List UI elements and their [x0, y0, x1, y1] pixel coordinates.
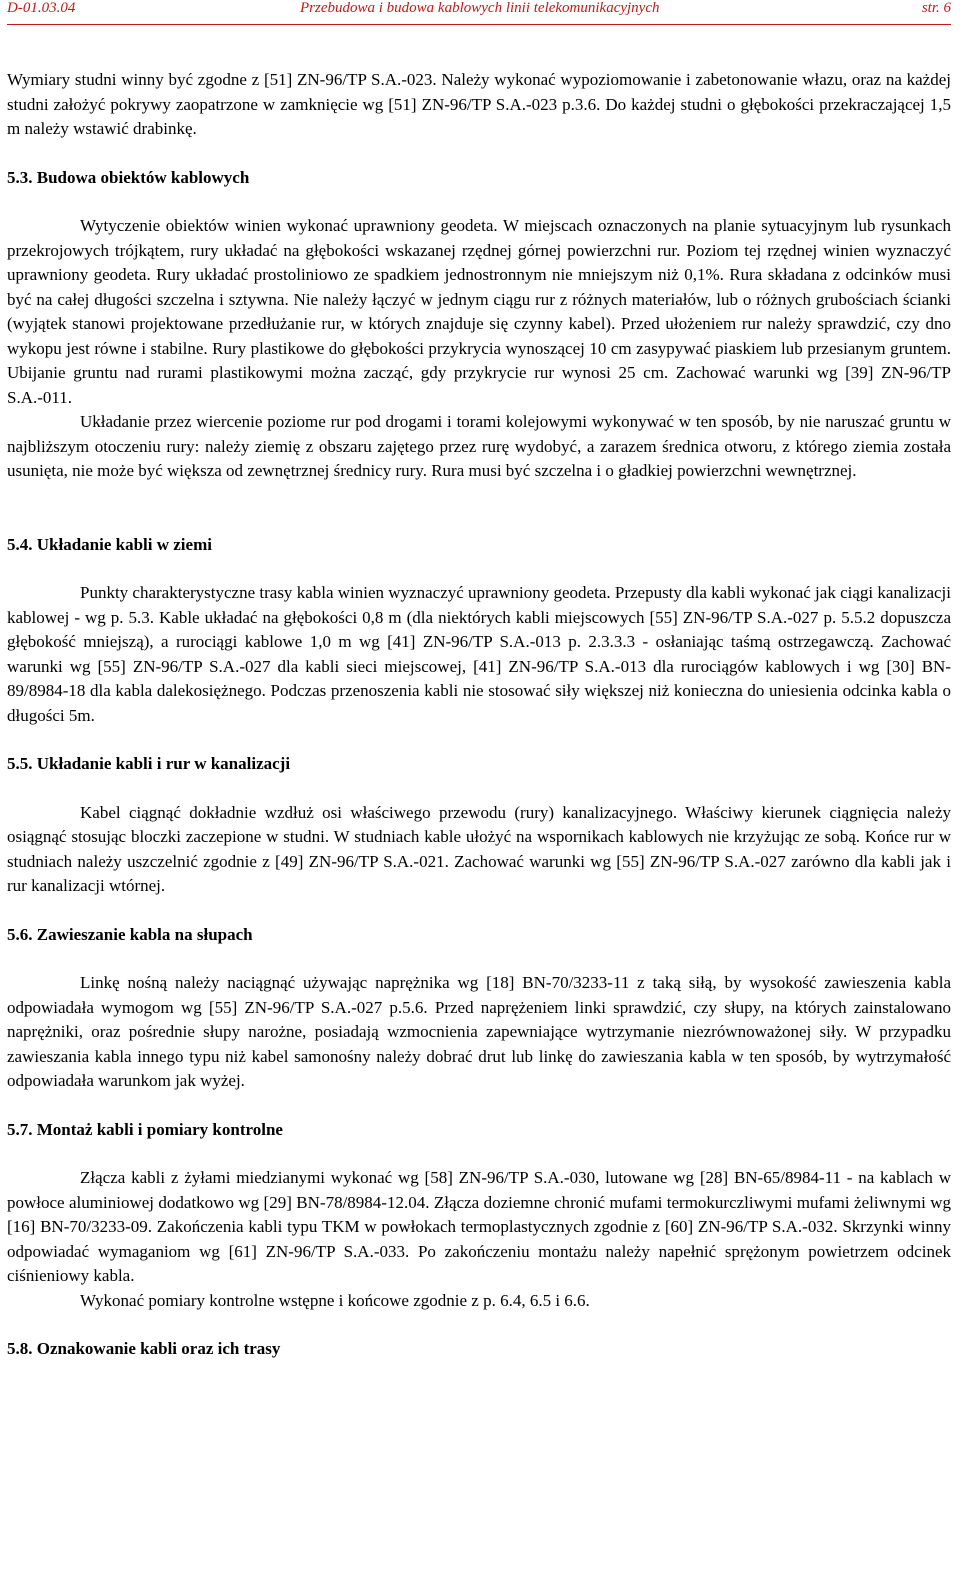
header-divider	[7, 24, 951, 25]
section-5-8-title: 5.8. Oznakowanie kabli oraz ich trasy	[7, 1339, 281, 1358]
section-5-7-title: 5.7. Montaż kabli i pomiary kontrolne	[7, 1119, 283, 1139]
section-5-6-paragraph-1: Linkę nośną należy naciągnąć używając naprężnika wg [18] BN-70/3233-11 z taką siłą, by wysokość zawieszenia kabla odpowiadała wymogom wg [55] ZN-96/TP S.A.-027 p.5.6. Przed naprężeniem linki sprawdzić, czy słupy, na których zainstalowano naprężniki, oraz pośrednie słupy narożne, posiadają wzmocnienia zapewniające wytrzymanie niezrównoważonej siły. W przypadku zawieszania kabla innego typu niż kabel samonośny należy dobrać drut lub linkę do zawieszania kabla w ten sposób, by wytrzymałość odpowiadała warunkom jak wyżej.	[7, 973, 951, 1090]
section-5-7-paragraph-2: Wykonać pomiary kontrolne wstępne i końcowe zgodnie z p. 6.4, 6.5 i 6.6.	[80, 1290, 590, 1310]
document-code: D-01.03.04	[7, 0, 76, 16]
section-5-6-title: 5.6. Zawieszanie kabla na słupach	[7, 924, 253, 944]
section-5-3-paragraph-1: Wytyczenie obiektów winien wykonać uprawniony geodeta. W miejscach oznaczonych na planie sytuacyjnym lub rysunkach przekrojowych trójkątem, rury układać na głębokości wskazanej rzędnej górnej powierzchni rur. Poziom tej rzędnej winien wyznaczyć uprawniony geodeta. Rury układać prostoliniowo ze spadkiem jednostronnym nie mniejszym niż 0,1%. Rura składana z odcinków musi być na całej długości szczelna i sztywna. Nie należy łączyć w jednym ciągu rur z różnych materiałów, lub o różnych grubościach ścianki (wyjątek stanowi projektowane przedłużanie rur, w których znajduje się czynny kabel). Przed ułożeniem rur należy sprawdzić, czy dno wykopu jest równe i stabilne. Rury plastikowe do głębokości przykrycia wynoszącej 10 cm zasypywać piaskiem lub przesianym gruntem. Ubijanie gruntu nad rurami plastikowymi można zacząć, gdy przykrycie rur wynosi 25 cm. Zachować warunki wg [39] ZN-96/TP S.A.-011.	[7, 216, 951, 407]
section-5-4-title: 5.4. Układanie kabli w ziemi	[7, 534, 212, 554]
document-body	[7, 68, 951, 1362]
section-5-5-title: 5.5. Układanie kabli i rur w kanalizacji	[7, 754, 291, 773]
section-5-4-paragraph-1: Punkty charakterystyczne trasy kabla winien wyznaczyć uprawniony geodeta. Przepusty dla kabli wykonać jak ciągi kanalizacji kablowej - wg p. 5.3. Kable układać na głębokości 0,8 m (dla niektórych kabli miejscowych [55] ZN-96/TP S.A.-027 p. 5.5.2 dopuszcza głębokość mniejszą), a rurociągi kablowe 1,0 m wg [41] ZN-96/TP S.A.-013 p. 2.3.3.3 - osłaniając taśmą ostrzegawczą. Zachować warunki wg [55] ZN-96/TP S.A.-027 dla kabli sieci miejscowej, [41] ZN-96/TP S.A.-013 dla rurociągów kablowych i wg [30] BN-89/8984-18 dla kabla dalekosiężnego. Podczas przenoszenia kabli nie stosować siły większej niż konieczna do uniesienia odcinka kabla o długości 5m.	[7, 583, 951, 725]
intro-paragraph: Wymiary studni winny być zgodne z [51] ZN-96/TP S.A.-023. Należy wykonać wypoziomowanie i zabetonowanie włazu, oraz na każdej studni założyć pokrywy zaopatrzone w zamknięcie wg [51] ZN-96/TP S.A.-023 p.3.6. Do każdej studni o głębokości przekraczającej 1,5 m należy wstawić drabinkę.	[7, 70, 951, 138]
page-header	[7, 0, 951, 24]
section-5-3-paragraph-2: Układanie przez wiercenie poziome rur pod drogami i torami kolejowymi wykonywać w ten sposób, by nie naruszać gruntu w najbliższym otoczeniu rury: należy ziemię z obszaru zajętego przez rurę wydobyć, a zarazem średnica otworu, z którego ziemia została usunięta, nie może być większa od zewnętrznej średnicy rury. Rura musi być szczelna i o gładkiej powierzchni wewnętrznej.	[7, 412, 951, 480]
document-title: Przebudowa i budowa kablowych linii telekomunikacyjnych	[300, 0, 660, 16]
section-5-3-title: 5.3. Budowa obiektów kablowych	[7, 167, 250, 187]
section-5-7-paragraph-1: Złącza kabli z żyłami miedzianymi wykonać wg [58] ZN-96/TP S.A.-030, lutowane wg [28] BN-65/8984-11 - na kablach w powłoce aluminiowej dodatkowo wg [29] BN-78/8984-12.04. Złącza doziemne chronić mufami termokurczliwymi mufami żeliwnymi wg [16] BN-70/3233-09. Zakończenia kabli typu TKM w powłokach termoplastycznych zgodnie z [60] ZN-96/TP S.A.-032. Skrzynki winny odpowiadać wymaganiom wg [61] ZN-96/TP S.A.-033. Po zakończeniu montażu należy napełnić sprężonym powietrzem odcinek ciśnieniowy kabla.	[7, 1168, 951, 1285]
section-5-5-paragraph-1: Kabel ciągnąć dokładnie wzdłuż osi właściwego przewodu (rury) kanalizacyjnego. Właściwy kierunek ciągnięcia należy osiągnąć stosując bloczki zaczepione w studni. W studniach kable ułożyć na wspornikach kablowych nie krzyżując ze sobą. Końce rur w studniach należy uszczelnić zgodnie z [49] ZN-96/TP S.A.-021. Zachować warunki wg [55] ZN-96/TP S.A.-027 zarówno dla kabli jak i rur kanalizacji wtórnej.	[7, 802, 951, 895]
page-number: str. 6	[921, 0, 951, 16]
